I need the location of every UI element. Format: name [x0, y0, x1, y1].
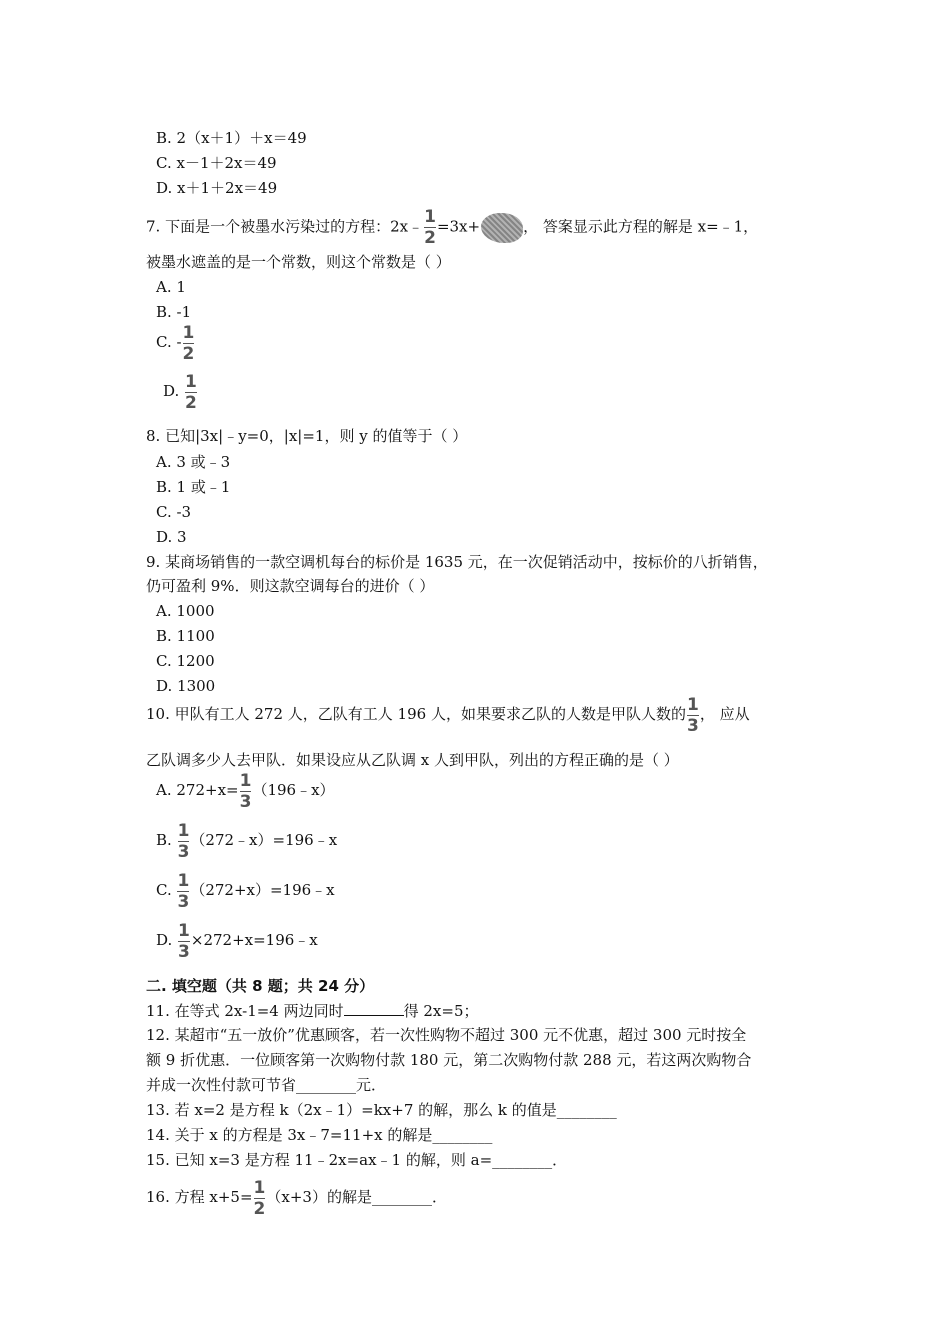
q10-option-d — [156, 920, 318, 961]
q16-text-a: 16. 方程 x+5= — [146, 1188, 253, 1206]
q11-text-b: 得 2x=5； — [403, 1002, 479, 1020]
q7-option-c-fraction: $\frac{1}{2}$ — [182, 322, 195, 364]
q14: 14. 关于 x 的方程是 3x﹣7=11+x 的解是________ — [146, 1126, 493, 1144]
q7-option-a: A. 1 — [156, 278, 186, 296]
q7-option-c — [156, 322, 195, 363]
q7-option-d — [163, 371, 198, 412]
q6-option-d: D. x＋1＋2x＝49 — [156, 179, 278, 197]
ink-blot — [481, 213, 523, 243]
q7-option-d-fraction: $\frac{1}{2}$ — [185, 371, 197, 413]
q10-stem — [146, 694, 750, 735]
q7-stem-text-b: =3x+ — [436, 217, 481, 236]
q8-option-b: B. 1 或﹣1 — [156, 478, 231, 496]
answer-blank — [344, 1001, 404, 1016]
q10-option-c-fraction: $\frac{1}{3}$ — [177, 870, 190, 912]
q9-stem-line2: 仍可盈利 9%．则这款空调每台的进价（ ） — [146, 577, 435, 595]
q16 — [146, 1177, 447, 1218]
q8-option-d: D. 3 — [156, 528, 187, 546]
q8-option-c: C. -3 — [156, 503, 192, 521]
q10-stem-text-a: 10. 甲队有工人 272 人，乙队有工人 196 人，如果要求乙队的人数是甲队人数的 — [146, 705, 686, 723]
q7-stem-text-a: 7. 下面是一个被墨水污染过的方程：2x﹣ — [146, 217, 424, 236]
q7-option-d-label: D. — [163, 382, 185, 400]
q7-option-c-label: C. - — [156, 333, 182, 351]
q9-option-c: C. 1200 — [156, 652, 215, 670]
q12-line3: 并成一次性付款可节省________元． — [146, 1076, 387, 1094]
q10-stem-line2: 乙队调多少人去甲队．如果设应从乙队调 x 人到甲队，列出的方程正确的是（ ） — [146, 751, 679, 769]
q10-option-d-fraction: $\frac{1}{3}$ — [178, 920, 190, 962]
q11-text-a: 11. 在等式 2x-1=4 两边同时 — [146, 1002, 344, 1020]
q9-option-b: B. 1100 — [156, 627, 215, 645]
q6-option-b: B. 2（x＋1）＋x＝49 — [156, 129, 307, 147]
q13: 13. 若 x=2 是方程 k（2x﹣1）=kx+7 的解，那么 k 的值是________ — [146, 1101, 617, 1119]
q10-option-d-text: ×272+x=196﹣x — [190, 931, 318, 949]
q10-stem-text-b: ， 应从 — [699, 705, 750, 723]
q10-option-a-text-a: A. 272+x= — [156, 781, 239, 799]
q10-option-a-fraction: $\frac{1}{3}$ — [239, 770, 252, 812]
q7-stem — [146, 208, 758, 247]
q7-stem-text-c: ， 答案显示此方程的解是 x=﹣1， — [523, 217, 759, 236]
q10-option-b-fraction: $\frac{1}{3}$ — [177, 820, 190, 862]
q10-option-d-label: D. — [156, 931, 178, 949]
q6-option-c: C. x－1＋2x＝49 — [156, 154, 277, 172]
q10-option-c-text: （272+x）=196﹣x — [190, 881, 335, 899]
q10-option-a — [156, 770, 335, 811]
q10-option-c-label: C. — [156, 881, 177, 899]
q10-option-a-text-b: （196﹣x） — [252, 781, 335, 799]
q10-option-b — [156, 820, 337, 861]
q16-text-b: （x+3）的解是________． — [266, 1188, 447, 1206]
q7-fraction: $\frac{1}{2}$ — [424, 207, 436, 248]
section-heading: 二. 填空题（共 8 题；共 24 分） — [146, 977, 375, 995]
q9-option-a: A. 1000 — [156, 602, 215, 620]
q12-line2: 额 9 折优惠．一位顾客第一次购物付款 180 元，第二次购物付款 288 元，若这两次购物合 — [146, 1051, 752, 1069]
q16-fraction: $\frac{1}{2}$ — [253, 1177, 266, 1219]
q9-option-d: D. 1300 — [156, 677, 216, 695]
q9-stem-line1: 9. 某商场销售的一款空调机每台的标价是 1635 元，在一次促销活动中，按标价的八折销售， — [146, 553, 768, 571]
q10-option-b-label: B. — [156, 831, 177, 849]
q12-line1: 12. 某超市“五一放价”优惠顾客，若一次性购物不超过 300 元不优惠，超过 300 元时按全 — [146, 1026, 747, 1044]
q11 — [146, 1001, 479, 1021]
q8-stem: 8. 已知|3x|﹣y=0，|x|=1，则 y 的值等于（ ） — [146, 427, 468, 445]
q7-stem-line2: 被墨水遮盖的是一个常数，则这个常数是（ ） — [146, 253, 451, 271]
q10-fraction: $\frac{1}{3}$ — [686, 694, 699, 736]
q15: 15. 已知 x=3 是方程 11﹣2x=ax﹣1 的解，则 a=________． — [146, 1151, 568, 1169]
q7-option-b: B. -1 — [156, 303, 192, 321]
q10-option-b-text: （272﹣x）=196﹣x — [190, 831, 338, 849]
q10-option-c — [156, 870, 335, 911]
q8-option-a: A. 3 或﹣3 — [156, 453, 231, 471]
